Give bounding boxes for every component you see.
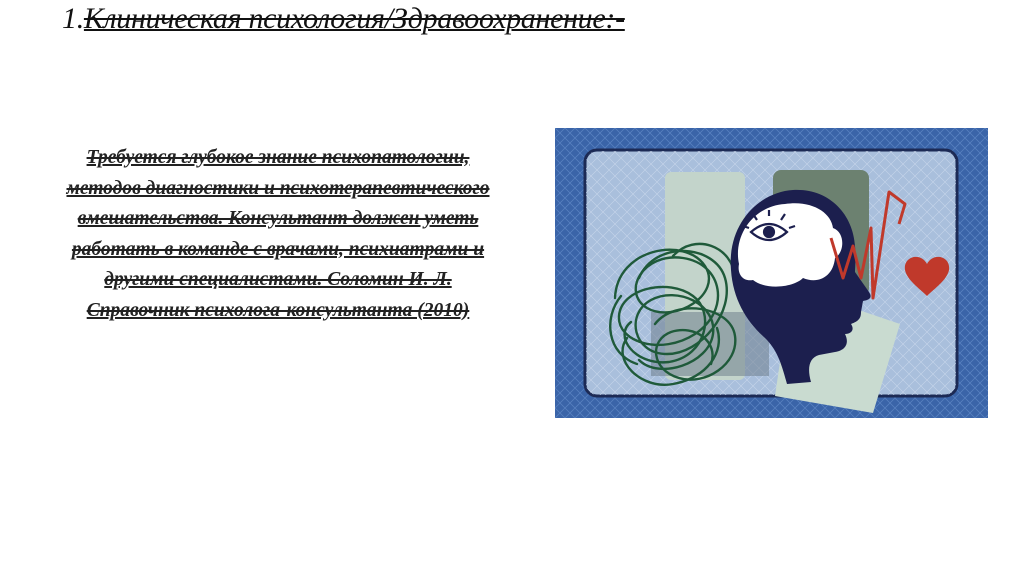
title-number: 1. — [62, 2, 84, 35]
title-text: Клиническая психология/Здравоохранение:- — [83, 2, 625, 35]
body-paragraph: Требуется глубокое знание психопатологии, методов диагностики и психотерапевтического вмешательства. Консультант должен уметь работать в команде с врачами, психиатрами и другими специалистами. Соломин И. Л. Справочник психолога-консультанта (2010) — [66, 147, 490, 321]
psychology-illustration — [555, 128, 988, 418]
slide-title — [62, 2, 625, 36]
